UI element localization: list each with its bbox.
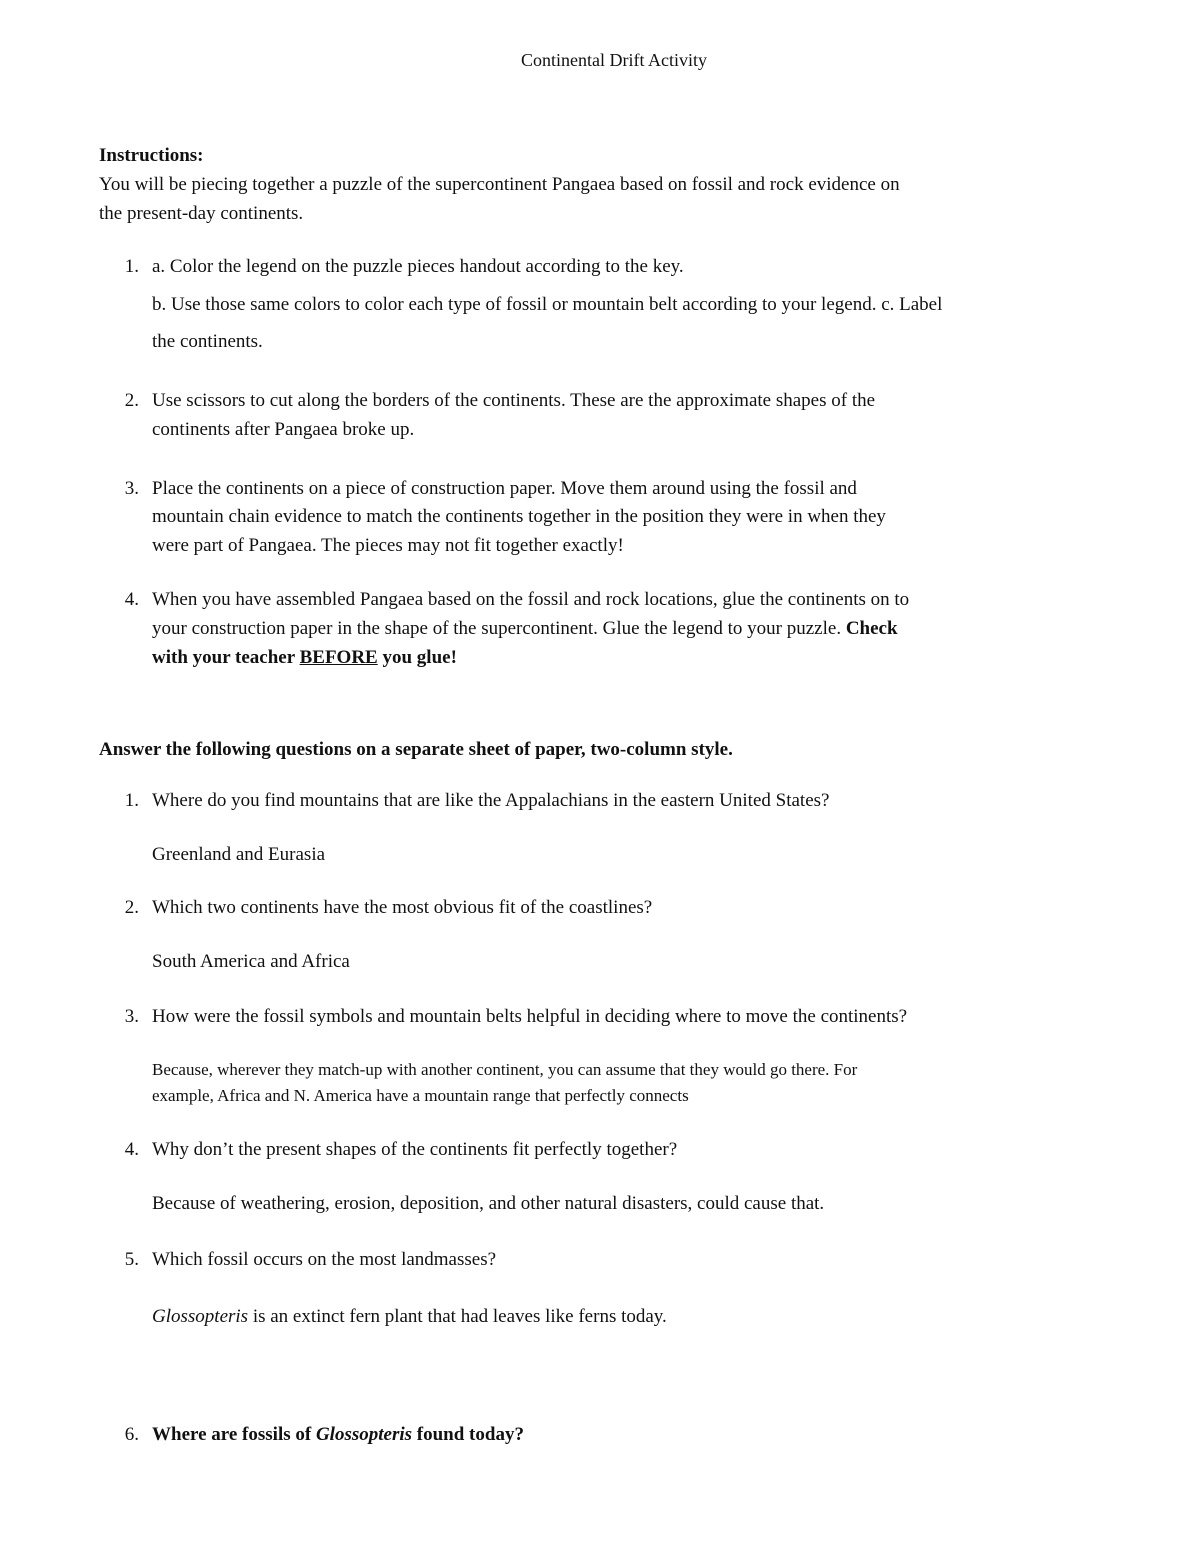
step-4-number: 4. [124,589,139,610]
step-3-number: 3. [124,478,139,499]
questions-heading: Answer the following questions on a separate sheet of paper, two-column style. [99,739,733,760]
step-4-line-2 [152,614,898,643]
step-1-line-2: b. Use those same colors to color each type of fossil or mountain belt according to your legend. c. Label [152,294,943,315]
step-4-check-pre: with your teacher [152,647,295,668]
answer-3-line-1: Because, wherever they match-up with another continent, you can assume that they would go there. For [152,1060,858,1079]
instructions-intro-line-2: the present-day continents. [99,203,304,224]
question-3-text: How were the fossil symbols and mountain belts helpful in deciding where to move the continents? [152,1006,908,1027]
question-1-text: Where do you find mountains that are like the Appalachians in the eastern United States? [152,790,830,811]
step-2-number: 2. [124,390,139,411]
step-2-line-2: continents after Pangaea broke up. [152,419,415,440]
question-2-number: 2. [124,897,139,918]
step-1-line-1: a. Color the legend on the puzzle pieces handout according to the key. [152,256,684,277]
step-4-line-1: When you have assembled Pangaea based on the fossil and rock locations, glue the continents on to [152,589,910,610]
step-4-check-label: Check [845,618,898,639]
answer-5 [152,1302,667,1331]
question-1-number: 1. [124,790,139,811]
question-6-text [152,1420,524,1449]
step-2-line-1: Use scissors to cut along the borders of the continents. These are the approximate shapes of the [152,390,876,411]
step-4-check-post: you glue! [382,647,457,668]
answer-3-line-2: example, Africa and N. America have a mountain range that perfectly connects [152,1086,689,1105]
question-4-text: Why don’t the present shapes of the continents fit perfectly together? [152,1139,678,1160]
step-4-check-before: BEFORE [299,647,378,668]
step-3-line-2: mountain chain evidence to match the continents together in the position they were in when they [152,506,886,527]
instructions-heading: Instructions: [99,145,204,166]
question-6-italic: Glossopteris [315,1424,413,1445]
question-5-text: Which fossil occurs on the most landmasses? [152,1249,497,1270]
step-4-line-2-text: your construction paper in the shape of the supercontinent. Glue the legend to your puzzle. [152,618,842,639]
step-3-line-1: Place the continents on a piece of construction paper. Move them around using the fossil and [152,478,857,499]
question-6-post: found today? [412,1424,524,1445]
answer-5-italic: Glossopteris [152,1306,249,1327]
question-4-number: 4. [124,1139,139,1160]
step-3-line-3: were part of Pangaea. The pieces may not fit together exactly! [152,535,624,556]
step-1-number: 1. [124,256,139,277]
question-6-number: 6. [124,1424,139,1445]
step-1-line-3: the continents. [152,331,263,352]
page-title: Continental Drift Activity [521,50,707,70]
question-2-text: Which two continents have the most obvious fit of the coastlines? [152,897,653,918]
instructions-intro-line-1: You will be piecing together a puzzle of the supercontinent Pangaea based on fossil and rock evidence on [99,174,900,195]
question-5-number: 5. [124,1249,139,1270]
answer-2-text: South America and Africa [152,951,350,972]
answer-4-text: Because of weathering, erosion, deposition, and other natural disasters, could cause that. [152,1193,825,1214]
answer-5-rest: is an extinct fern plant that had leaves like ferns today. [248,1306,667,1327]
question-6-pre: Where are fossils of [152,1424,316,1445]
step-4-line-3 [152,643,457,672]
answer-1-text: Greenland and Eurasia [152,844,326,865]
question-3-number: 3. [124,1006,139,1027]
